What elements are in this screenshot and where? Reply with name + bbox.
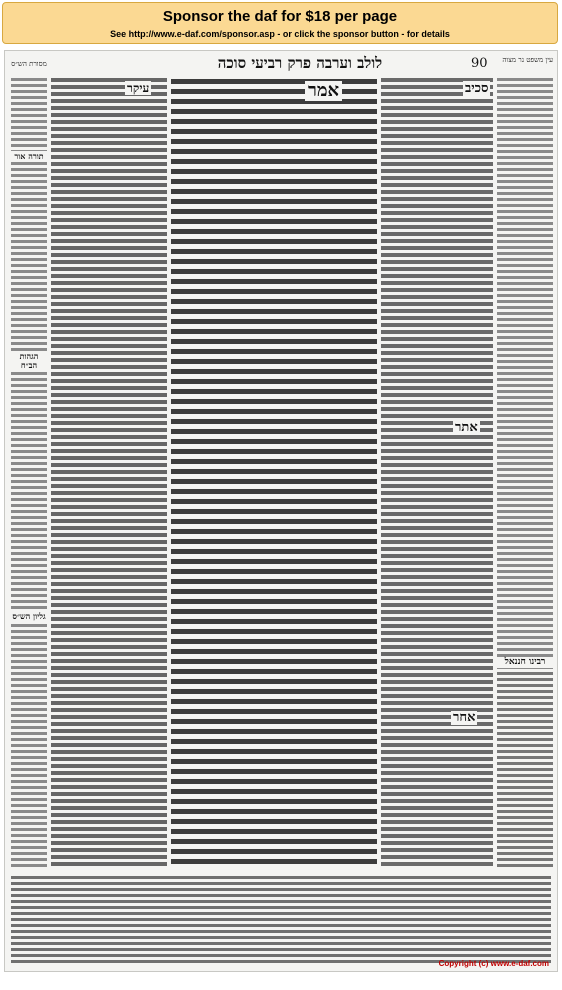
rabbeinu-chananel-label: רבינו חננאל [497, 657, 553, 668]
gilyon-label: גליון הש״ס [12, 611, 46, 621]
mesoret-hashas-column [11, 77, 47, 869]
rabbeinu-chananel-column [497, 671, 553, 869]
sponsor-banner[interactable] [2, 2, 558, 44]
ein-mishpat-label: עין משפט נר מצוה [502, 56, 553, 64]
rashi-opening-word: סכיב [465, 81, 489, 96]
rashi-emphasized-word: אתר [455, 420, 478, 435]
mesoret-hashas-label: מסורת הש״ס [11, 60, 47, 68]
copyright-notice: Copyright (c) www.e-daf.com [438, 959, 549, 968]
hagahot-label: הגהות הב״ח [11, 351, 47, 371]
tosafot-column [51, 77, 167, 869]
page-header [5, 54, 557, 74]
gemara-column [171, 77, 377, 869]
chapter-heading: לולב וערבה פרק רביעי סוכה [217, 54, 383, 72]
torah-or-label: תורה אור [11, 151, 47, 162]
bottom-commentary-block [11, 875, 551, 965]
page-number: 90 [471, 56, 488, 71]
talmud-page-scan [4, 50, 558, 972]
gemara-opening-word: אמר [305, 81, 342, 101]
tosafot-opening-word: עיקר [127, 81, 150, 95]
sponsor-banner-subtitle: See http://www.e-daf.com/sponsor.asp - or click the sponsor button - for details [110, 29, 450, 39]
rashi-column [381, 77, 493, 869]
rashi-emphasized-word: אחר [453, 710, 476, 725]
sponsor-banner-title[interactable]: Sponsor the daf for $18 per page [162, 8, 398, 25]
